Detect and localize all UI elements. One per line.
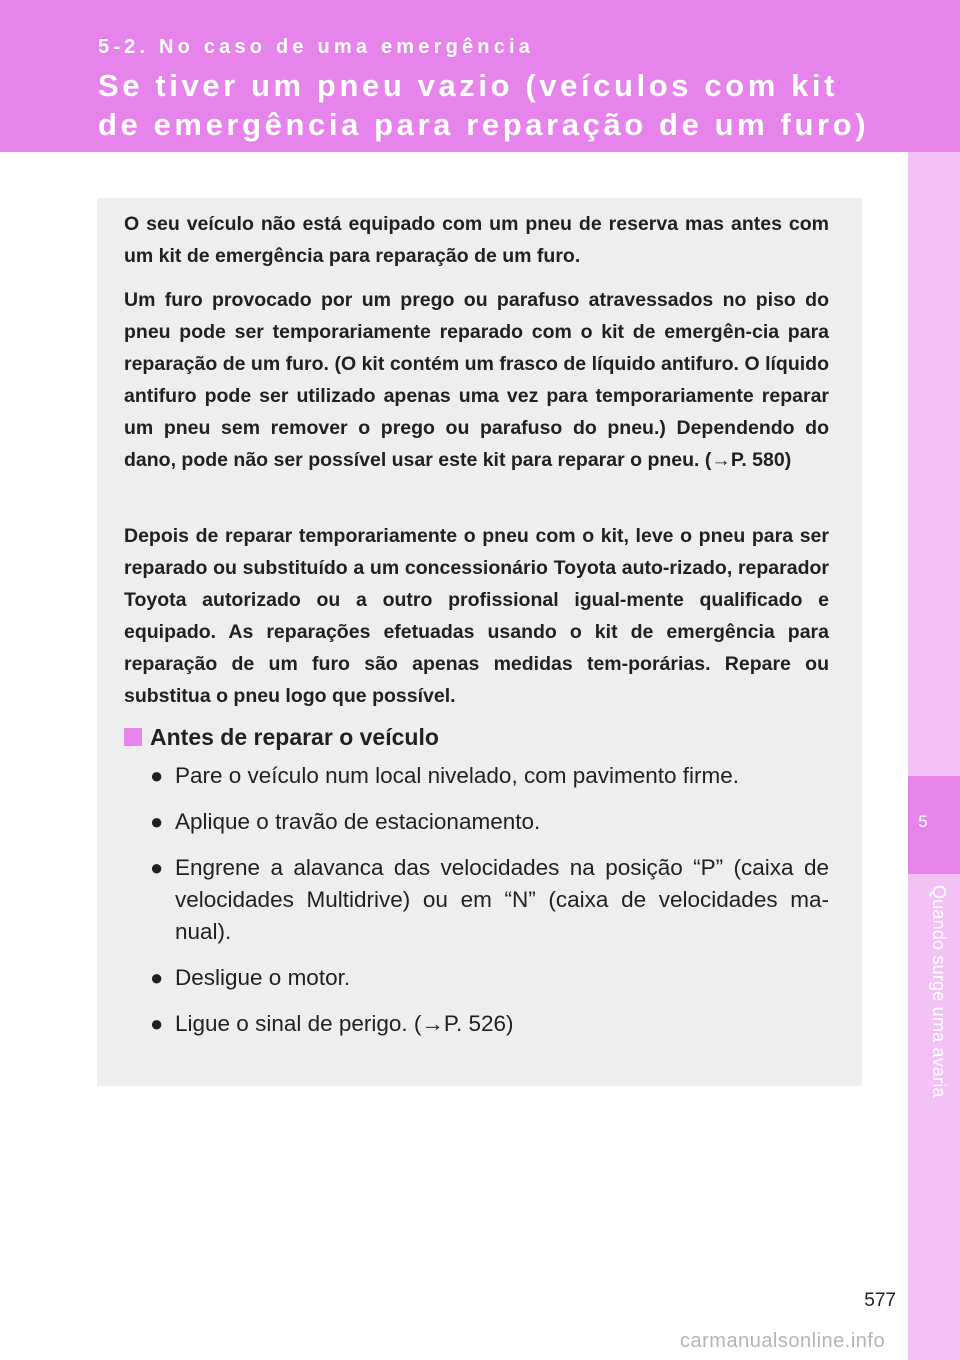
list-item-text: Aplique o travão de estacionamento. xyxy=(175,809,541,834)
bullet-dot-icon: ● xyxy=(150,763,164,788)
square-bullet-icon xyxy=(124,728,142,746)
page-number: 577 xyxy=(864,1290,896,1311)
chapter-number: 5 xyxy=(918,812,928,831)
bullet-dot-icon: ● xyxy=(150,809,164,834)
bullet-dot-icon: ● xyxy=(150,1011,164,1036)
subsection-heading-text: Antes de reparar o veículo xyxy=(150,724,439,750)
list-item xyxy=(150,806,829,838)
chapter-title: Quando surge uma avaria xyxy=(929,885,949,1098)
chapter-side-strip xyxy=(908,152,960,1360)
page-title: Se tiver um pneu vazio (veículos com kit de emergência para reparação de um furo) xyxy=(98,68,870,142)
list-item xyxy=(150,1008,829,1040)
list-item xyxy=(150,760,829,792)
list-item xyxy=(150,962,829,994)
list-item-text: Desligue o motor. xyxy=(175,965,351,990)
intro-paragraph-3: Depois de reparar temporariamente o pneu com o kit, leve o pneu para ser reparado ou substituído a um concessionário Toyota auto-rizado, reparador Toyota autorizado ou a outro profissional igual-mente qualificado e equipado. As reparações efetuadas usando o kit de emergência para reparação de um furo são apenas medidas tem-porárias. Repare ou substitua o pneu logo que possível. xyxy=(124,525,829,707)
watermark: carmanualsonline.info xyxy=(680,1330,886,1352)
bullet-dot-icon: ● xyxy=(150,855,164,880)
list-item-text: Pare o veículo num local nivelado, com pavimento firme. xyxy=(175,763,740,788)
bullet-dot-icon: ● xyxy=(150,965,164,990)
list-item xyxy=(150,852,829,948)
subsection-heading xyxy=(124,724,439,751)
section-label: 5-2. No caso de uma emergência xyxy=(98,36,535,58)
list-item-text: Ligue o sinal de perigo. (→P. 526) xyxy=(175,1011,514,1036)
intro-paragraph-2: Um furo provocado por um prego ou parafuso atravessados no piso do pneu pode ser temporariamente reparado com o kit de emergên-cia para reparação de um furo. (O kit contém um frasco de líquido antifuro. O líquido antifuro pode ser utilizado apenas uma vez para temporariamente reparar um pneu sem remover o prego ou parafuso do pneu.) Dependendo do dano, pode não ser possível usar este kit para reparar o pneu. (→P. 580) xyxy=(124,289,829,471)
list-item-text: Engrene a alavanca das velocidades na posição “P” (caixa de velocidades Multidrive) ou em “N” (caixa de velocidades ma-nual). xyxy=(175,855,829,944)
intro-paragraph-1: O seu veículo não está equipado com um pneu de reserva mas antes com um kit de emergência para reparação de um furo. xyxy=(124,213,829,267)
